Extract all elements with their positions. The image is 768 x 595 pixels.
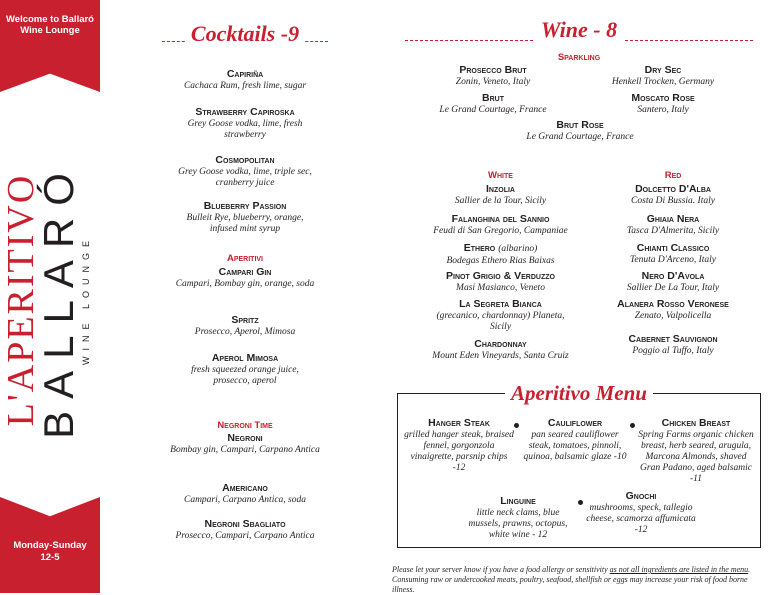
- aperitivo-item: [585, 490, 697, 536]
- aperitivo-name: Hanger Steak: [428, 417, 490, 429]
- wine-name: [413, 242, 588, 256]
- aperitivo-desc: grilled hanger steak, braised fennel, gorgonzola vinaigrette, parsnip chips -12: [404, 430, 514, 473]
- cocktail-item: [170, 154, 320, 189]
- wine-name: Ghiaia Nera: [646, 213, 700, 225]
- aperitivi-desc: Prosecco, Aperol, Mimosa: [194, 327, 296, 337]
- wine-name: Alanera Rosso Veronese: [617, 298, 729, 310]
- white-item: [428, 298, 573, 333]
- red-heading: Red: [664, 170, 682, 181]
- divider-dot: [630, 423, 635, 428]
- welcome-text: Welcome to Ballaró Wine Lounge: [6, 14, 94, 36]
- cocktail-name: Strawberry Capiroska: [195, 106, 295, 118]
- sparkling-heading: Sparkling: [557, 52, 601, 63]
- wine-title: Wine - 8: [535, 17, 623, 42]
- wine-desc: Henkell Trocken, Germany: [611, 77, 715, 87]
- wine-name: Cabernet Sauvignon: [628, 333, 718, 345]
- wine-grape: (albarino): [498, 244, 538, 254]
- negroni-name: Americano: [222, 482, 268, 494]
- red-item: [588, 213, 758, 237]
- wine-name: Prosecco Brut: [459, 64, 527, 76]
- wine-name: Dolcetto D'Alba: [635, 183, 711, 195]
- cocktails-title: Cocktails -9: [185, 21, 305, 46]
- wine-name: Nero D'Avola: [641, 270, 705, 282]
- sparkling-item: [418, 64, 568, 88]
- aperitivo-name: Chicken Breast: [661, 417, 731, 429]
- red-item: [588, 333, 758, 357]
- sparkling-item: [588, 64, 738, 88]
- white-item: [413, 338, 588, 362]
- wine-name: La Segreta Bianca: [459, 298, 542, 310]
- aperitivo-desc: little neck clams, blue mussels, prawns, octopus, white wine - 12: [468, 508, 568, 540]
- aperitivi-name: Campari Gin: [218, 266, 272, 278]
- wine-desc: Bodegas Ethero Rias Baixas: [446, 256, 555, 266]
- wine-desc: Le Grand Courtage, France: [439, 105, 547, 115]
- wine-desc: Sallier de la Tour, Sicily: [454, 196, 547, 206]
- white-item: [413, 213, 588, 237]
- sparkling-item: [418, 92, 568, 116]
- wine-name: Inzolia: [486, 183, 515, 195]
- wine-name: Brut: [482, 92, 504, 104]
- aperitivo-item: [520, 417, 630, 463]
- cocktail-item: [175, 200, 315, 235]
- negroni-item: [165, 482, 325, 506]
- brand-logo: [0, 80, 95, 520]
- cocktail-name: Cosmopolitan: [215, 154, 275, 166]
- aperitivo-name: Linguine: [500, 495, 536, 507]
- hours-days: Monday-Sunday: [13, 540, 87, 551]
- negroni-desc: Campari, Carpano Antica, soda: [183, 495, 306, 505]
- negroni-item: [170, 432, 320, 456]
- wine-desc: Costa Di Bussia. Italy: [631, 196, 715, 206]
- aperitivo-item: [637, 417, 755, 485]
- cocktail-item: [170, 106, 320, 141]
- wine-desc: Zenato, Valpolicella: [634, 311, 712, 321]
- wine-desc: Masi Masianco, Veneto: [456, 283, 545, 293]
- aperitivi-item: [175, 352, 315, 387]
- wine-name: Chardonnay: [474, 338, 527, 350]
- sparkling-item: [500, 119, 660, 143]
- aperitivo-name: Cauliflower: [547, 417, 603, 429]
- cocktail-name: Blueberry Passion: [203, 200, 287, 212]
- red-item: [588, 242, 758, 266]
- white-item: [413, 183, 588, 207]
- red-item: [583, 298, 763, 322]
- cocktail-desc: Grey Goose vodka, lime, triple sec, cranberry juice: [178, 167, 312, 188]
- aperitivo-item: [462, 495, 574, 541]
- white-item: [413, 270, 588, 294]
- brand-aperitivo: L'APERITIVO: [0, 173, 42, 427]
- divider-dot: [514, 423, 519, 428]
- negroni-name: Negroni Sbagliato: [204, 518, 286, 530]
- wine-name: Moscato Rose: [631, 92, 695, 104]
- negroni-item: [170, 518, 320, 542]
- wine-desc: Zonin, Veneto, Italy: [455, 77, 531, 87]
- aperitivo-item: [403, 417, 515, 474]
- cocktail-desc: Cachaca Rum, fresh lime, sugar: [183, 81, 307, 91]
- wine-desc: Tenuta D'Arceno, Italy: [629, 255, 717, 265]
- wine-desc: Tasca D'Almerita, Sicily: [626, 226, 720, 236]
- aperitivi-name: Spritz: [231, 314, 259, 326]
- wine-name-main: Ethero: [463, 242, 496, 254]
- footnote-text-2: . Consuming raw or undercooked meats, poultry, seafood, shellfish or eggs may increase your risk of food borne illness.: [392, 565, 751, 594]
- red-item: [588, 183, 758, 207]
- aperitivi-item: [165, 314, 325, 338]
- wine-desc: Le Grand Courtage, France: [526, 132, 634, 142]
- negroni-name: Negroni: [227, 432, 263, 444]
- aperitivo-name: Gnochi: [625, 490, 657, 502]
- red-item: [588, 270, 758, 294]
- aperitivo-desc: pan seared cauliflower steak, tomatoes, pinnoli, quinoa, balsamic glaze -10: [523, 430, 627, 462]
- cocktail-desc: Grey Goose vodka, lime, fresh strawberry: [187, 119, 303, 140]
- aperitivo-desc: mushrooms, speck, tallegio cheese, scamorza affumicata -12: [586, 503, 696, 535]
- wine-name: Chianti Classico: [636, 242, 710, 254]
- wine-desc: (grecanico, chardonnay) Planeta, Sicily: [436, 311, 565, 332]
- wine-name: Brut Rose: [556, 119, 604, 131]
- aperitivi-heading: Aperitivi: [226, 253, 264, 264]
- allergy-footnote: [392, 565, 762, 595]
- divider-dot: [578, 500, 583, 505]
- negroni-desc: Bombay gin, Campari, Carpano Antica: [170, 445, 320, 455]
- white-heading: White: [488, 170, 513, 181]
- brand-wine-lounge: WINE LOUNGE: [81, 235, 91, 366]
- hours-time: 12-5: [40, 552, 60, 563]
- cocktail-item: [165, 68, 325, 92]
- wine-name: Pinot Grigio & Verduzzo: [446, 270, 555, 282]
- footnote-text-1: Please let your server know if you have a food allergy or sensitivity: [392, 565, 610, 574]
- negroni-heading: Negroni Time: [217, 420, 273, 431]
- footnote-underlined: as not all ingredients are listed in the menu: [609, 565, 749, 574]
- wine-desc: Poggio al Tuffo, Italy: [632, 346, 714, 356]
- brand-ballaro: BALLARÓ: [35, 161, 82, 439]
- cocktail-name: Capiriña: [226, 68, 264, 80]
- wine-desc: Mount Eden Vineyards, Santa Cruiz: [432, 351, 569, 361]
- wine-name: Falanghina del Sannio: [451, 213, 550, 225]
- aperitivi-desc: Campari, Bombay gin, orange, soda: [175, 279, 315, 289]
- negroni-desc: Prosecco, Campari, Carpano Antica: [175, 531, 315, 541]
- aperitivo-menu-title: Aperitivo Menu: [505, 381, 653, 405]
- cocktail-desc: Bulleit Rye, blueberry, orange, infused mint syrup: [186, 213, 304, 234]
- aperitivi-desc: fresh squeezed orange juice, prosecco, aperol: [191, 365, 299, 386]
- sparkling-item: [588, 92, 738, 116]
- wine-desc: Sallier De La Tour, Italy: [626, 283, 720, 293]
- wine-desc: Feudi di San Gregorio, Campaniae: [433, 226, 568, 236]
- wine-name: Dry Sec: [644, 64, 682, 76]
- aperitivi-item: [175, 266, 315, 290]
- wine-desc: Santero, Italy: [637, 105, 689, 115]
- aperitivo-desc: Spring Farms organic chicken breast, herb seared, arugula, Marcona Almonds, shaved Gran Padano, aged balsamic -11: [638, 430, 754, 484]
- white-item: [413, 242, 588, 267]
- aperitivi-name: Aperol Mimosa: [211, 352, 279, 364]
